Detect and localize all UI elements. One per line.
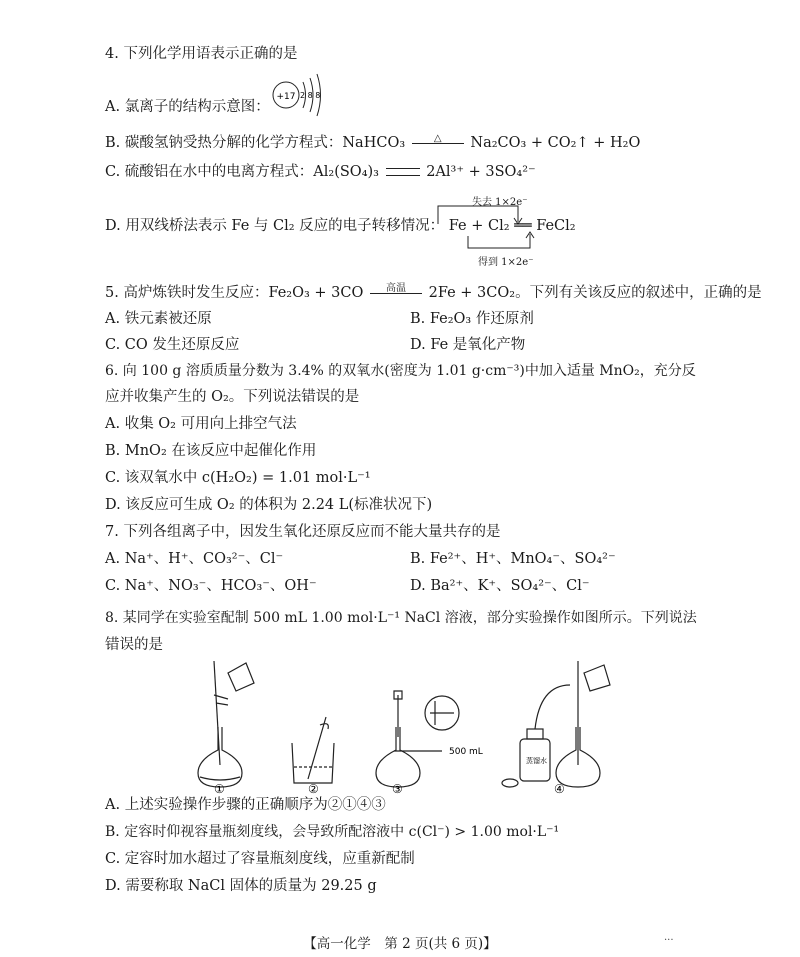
- q8-option-a: A. 上述实验操作步骤的正确顺序为②①④③: [105, 797, 386, 813]
- figure-label-2: ②: [308, 782, 319, 795]
- equals-sign: [386, 168, 420, 176]
- heat-arrow: [410, 133, 466, 150]
- q6-stem-1: 6. 向 100 g 溶质质量分数为 3.4% 的双氧水(密度为 1.01 g·cm⁻³)中加入适量 MnO₂，充分反: [105, 363, 696, 379]
- q6-stem-2: 应并收集产生的 O₂。下列说法错误的是: [105, 389, 360, 405]
- q7-option-b: B. Fe²⁺、H⁺、MnO₄⁻、SO₄²⁻: [410, 551, 616, 567]
- q4-option-d-equation: Fe + Cl₂ ══ FeCl₂: [448, 218, 576, 234]
- q8-option-d: D. 需要称取 NaCl 固体的质量为 29.25 g: [105, 878, 377, 894]
- page-footer: 【高一化学 第 2 页(共 6 页)】: [303, 936, 497, 952]
- q4-stem: 4. 下列化学用语表示正确的是: [105, 46, 298, 62]
- q4-option-b-products: Na₂CO₃ + CO₂↑ + H₂O: [470, 135, 641, 151]
- q5-option-a: A. 铁元素被还原: [105, 311, 212, 327]
- q4-option-c: [105, 162, 536, 182]
- electron-gained-label: 得到 1×2e⁻: [478, 257, 534, 268]
- high-temp-arrow: [368, 283, 424, 300]
- step3-flask-with-dropper: [376, 691, 459, 787]
- electron-shells: 2 8 8: [300, 91, 321, 100]
- q6-option-a: A. 收集 O₂ 可用向上排空气法: [105, 416, 297, 432]
- q6-option-b: B. MnO₂ 在该反应中起催化作用: [105, 443, 317, 459]
- q8-stem-1: 8. 某同学在实验室配制 500 mL 1.00 mol·L⁻¹ NaCl 溶液，部分实验操作如图所示。下列说法: [105, 610, 697, 626]
- q7-option-a: A. Na⁺、H⁺、CO₃²⁻、Cl⁻: [105, 551, 284, 567]
- figure-label-4: ④: [554, 782, 565, 795]
- electron-lost-label: 失去 1×2e⁻: [472, 197, 528, 208]
- figure-label-3: ③: [392, 782, 403, 795]
- q5-option-c: C. CO 发生还原反应: [105, 337, 240, 353]
- q5-stem: [105, 283, 762, 303]
- q4-option-b: [105, 133, 640, 153]
- q5-stem-b: 2Fe + 3CO₂。下列有关该反应的叙述中，正确的是: [428, 285, 762, 301]
- q5-option-b: B. Fe₂O₃ 作还原剂: [410, 311, 534, 327]
- q4-option-b-text: B. 碳酸氢钠受热分解的化学方程式：NaHCO₃: [105, 135, 406, 151]
- q4-option-d: [105, 216, 576, 236]
- q8-stem-2: 错误的是: [105, 637, 163, 653]
- q6-option-d: D. 该反应可生成 O₂ 的体积为 2.24 L(标准状况下): [105, 497, 433, 513]
- flask-mark-label: 500 mL: [449, 747, 483, 757]
- step4-adding-water: [502, 661, 610, 787]
- q4-option-c-products: 2Al³⁺ + 3SO₄²⁻: [426, 164, 536, 180]
- q8-option-b: B. 定容时仰视容量瓶刻度线，会导致所配溶液中 c(Cl⁻) > 1.00 mol·L⁻¹: [105, 824, 560, 840]
- high-temp-condition: 高温: [386, 283, 406, 294]
- q5-option-d: D. Fe 是氧化产物: [410, 337, 526, 353]
- q4-option-d-text: D. 用双线桥法表示 Fe 与 Cl₂ 反应的电子转移情况：: [105, 218, 445, 234]
- q8-option-c: C. 定容时加水超过了容量瓶刻度线，应重新配制: [105, 851, 415, 867]
- q7-option-d: D. Ba²⁺、K⁺、SO₄²⁻、Cl⁻: [410, 578, 590, 594]
- q4-option-c-text: C. 硫酸铝在水中的电离方程式：Al₂(SO₄)₃: [105, 164, 379, 180]
- step1-pouring-into-flask: [198, 661, 254, 787]
- figure-label-1: ①: [214, 782, 225, 795]
- nucleus-charge: +17: [276, 92, 296, 102]
- q5-stem-a: 5. 高炉炼铁时发生反应：Fe₂O₃ + 3CO: [105, 285, 364, 301]
- q4-option-a: [105, 97, 270, 117]
- q6-option-c: C. 该双氧水中 c(H₂O₂) = 1.01 mol·L⁻¹: [105, 470, 371, 486]
- corner-mark: ...: [664, 932, 674, 943]
- q7-stem: 7. 下列各组离子中，因发生氧化还原反应而不能大量共存的是: [105, 524, 501, 540]
- heat-condition: △: [433, 133, 442, 144]
- step2-dissolving-in-beaker: [292, 717, 334, 783]
- wash-bottle-label: 蒸馏水: [526, 757, 547, 765]
- chloride-ion-diagram: [270, 72, 330, 118]
- q7-option-c: C. Na⁺、NO₃⁻、HCO₃⁻、OH⁻: [105, 578, 317, 594]
- q4-option-a-text: A. 氯离子的结构示意图：: [105, 99, 270, 115]
- experiment-figure: [180, 655, 630, 795]
